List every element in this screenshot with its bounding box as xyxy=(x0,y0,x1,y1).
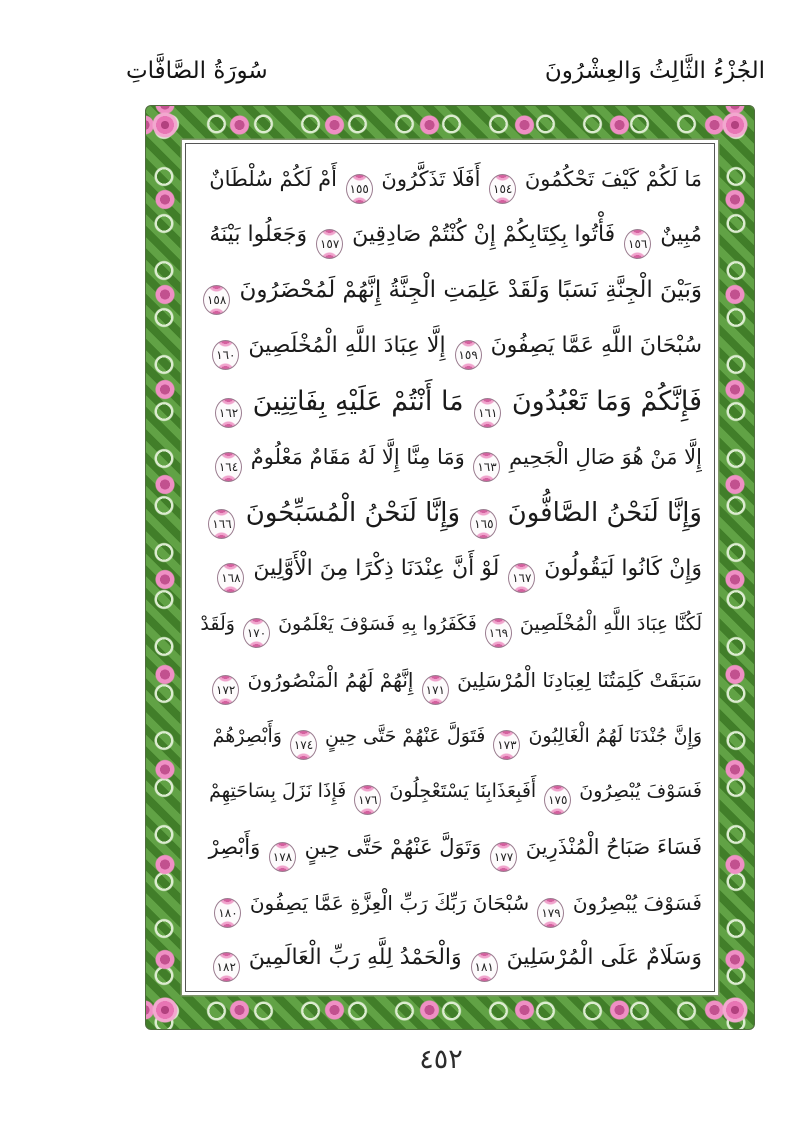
ayah-end-marker: ١٥٥ xyxy=(346,174,373,204)
verse-text: وَإِنَّا لَنَحْنُ الْمُسَبِّحُونَ xyxy=(245,498,461,529)
verse-text: إِنَّهُمْ لَهُمُ الْمَنْصُورُونَ xyxy=(247,668,414,693)
verse-text: لَوْ أَنَّ عِنْدَنَا ذِكْرًا مِنَ الْأَوَّلِينَ xyxy=(253,555,500,581)
ayah-end-marker: ١٥٩ xyxy=(455,340,482,370)
verse-line xyxy=(198,652,702,708)
verse-text: سَبَقَتْ كَلِمَتُنَا لِعِبَادِنَا الْمُرْسَلِينَ xyxy=(457,668,702,693)
verse-line xyxy=(198,262,702,318)
ayah-end-marker: ١٧٤ xyxy=(290,730,317,760)
ayah-end-marker: ١٥٧ xyxy=(316,229,343,259)
verse-line xyxy=(198,485,702,541)
page-number: ٤٥٢ xyxy=(419,1044,463,1075)
verse-line xyxy=(198,374,702,430)
verse-text: فَكَفَرُوا بِهِ فَسَوْفَ يَعْلَمُونَ xyxy=(278,613,477,636)
ayah-end-marker: ١٨٢ xyxy=(213,952,240,982)
verse-line xyxy=(198,819,702,875)
verse-line xyxy=(198,763,702,819)
verse-text: فَسَوْفَ يُبْصِرُونَ xyxy=(572,890,702,915)
verse-text: سُبْحَانَ اللَّهِ عَمَّا يَصِفُونَ xyxy=(490,333,702,359)
ayah-end-marker: ١٨١ xyxy=(471,952,498,982)
ayah-end-marker: ١٦٥ xyxy=(470,509,497,539)
ayah-end-marker: ١٧٨ xyxy=(269,842,296,872)
verse-text: وَأَبْصِرْهُمْ xyxy=(212,724,282,747)
verse-text: مُبِينٌ xyxy=(660,221,702,247)
verse-text: فَسَاءَ صَبَاحُ الْمُنْذَرِينَ xyxy=(525,835,702,860)
ayah-end-marker: ١٦٠ xyxy=(212,340,239,370)
ayah-end-marker: ١٦٩ xyxy=(485,618,512,648)
verse-text: فَإِنَّكُمْ وَمَا تَعْبُدُونَ xyxy=(511,385,702,417)
ayah-end-marker: ١٧٧ xyxy=(490,842,517,872)
verse-text: إِلَّا مَنْ هُوَ صَالِ الْجَحِيمِ xyxy=(509,445,702,470)
juz-title: الجُزْءُ الثَّالِثُ وَالعِشْرُونَ xyxy=(544,58,765,84)
ayah-end-marker: ١٦٦ xyxy=(208,509,235,539)
ayah-end-marker: ١٧٢ xyxy=(212,675,239,705)
verse-text: وَمَا مِنَّا إِلَّا لَهُ مَقَامٌ مَعْلُومٌ xyxy=(250,445,465,470)
verse-text: سُبْحَانَ رَبِّكَ رَبِّ الْعِزَّةِ عَمَّا يَصِفُونَ xyxy=(249,890,530,915)
verse-line xyxy=(198,930,702,986)
ayah-end-marker: ١٨٠ xyxy=(214,898,241,928)
verse-text: وَإِنْ كَانُوا لَيَقُولُونَ xyxy=(544,555,702,581)
verse-text: فَأْتُوا بِكِتَابِكُمْ إِنْ كُنْتُمْ صَادِقِينَ xyxy=(352,221,616,247)
verse-line xyxy=(198,708,702,764)
ayah-end-marker: ١٦١ xyxy=(474,398,501,428)
verse-text: وَجَعَلُوا بَيْنَهُ xyxy=(209,221,308,247)
verse-text: أَفَبِعَذَابِنَا يَسْتَعْجِلُونَ xyxy=(389,780,537,803)
surah-title: سُورَةُ الصَّافَّاتِ xyxy=(126,58,268,84)
verse-text: وَلَقَدْ xyxy=(200,613,235,636)
verse-text: وَسَلَامٌ عَلَى الْمُرْسَلِينَ xyxy=(506,945,702,971)
ayah-end-marker: ١٧٥ xyxy=(544,785,571,815)
ayah-end-marker: ١٥٤ xyxy=(489,174,516,204)
verse-text: أَمْ لَكُمْ سُلْطَانٌ xyxy=(209,167,338,191)
ayah-end-marker: ١٧١ xyxy=(422,675,449,705)
verse-line xyxy=(198,318,702,374)
ayah-end-marker: ١٦٧ xyxy=(508,563,535,593)
verse-text: أَفَلَا تَذَكَّرُونَ xyxy=(381,167,481,191)
ayah-end-marker: ١٦٨ xyxy=(217,563,244,593)
ayah-end-marker: ١٧٦ xyxy=(354,785,381,815)
ayah-end-marker: ١٧٠ xyxy=(243,618,270,648)
verse-text: مَا لَكُمْ كَيْفَ تَحْكُمُونَ xyxy=(524,167,702,191)
ayah-end-marker: ١٧٩ xyxy=(537,898,564,928)
verse-text: وَإِنَّا لَنَحْنُ الصَّافُّونَ xyxy=(507,498,702,529)
ayah-end-marker: ١٦٤ xyxy=(215,452,242,482)
verse-text: وَالْحَمْدُ لِلَّهِ رَبِّ الْعَالَمِينَ xyxy=(248,945,462,971)
verse-text: إِلَّا عِبَادَ اللَّهِ الْمُخْلَصِينَ xyxy=(248,333,446,359)
ayah-end-marker: ١٧٣ xyxy=(493,730,520,760)
verse-text: وَإِنَّ جُنْدَنَا لَهُمُ الْغَالِبُونَ xyxy=(528,724,702,747)
verse-lines-panel xyxy=(185,143,715,992)
verse-text: مَا أَنْتُمْ عَلَيْهِ بِفَاتِنِينَ xyxy=(252,385,464,417)
verse-text: فَسَوْفَ يُبْصِرُونَ xyxy=(579,780,702,803)
ayah-end-marker: ١٦٢ xyxy=(215,398,242,428)
verse-text: لَكُنَّا عِبَادَ اللَّهِ الْمُخْلَصِينَ xyxy=(519,613,702,636)
verse-line xyxy=(198,875,702,931)
decorative-floral-frame xyxy=(145,105,755,1030)
ayah-end-marker: ١٥٦ xyxy=(624,229,651,259)
verse-line xyxy=(198,596,702,652)
verse-text: وَتَوَلَّ عَنْهُمْ حَتَّى حِينٍ xyxy=(304,835,482,860)
verse-line xyxy=(198,541,702,597)
verse-line xyxy=(198,207,702,263)
verse-text: وَأَبْصِرْ xyxy=(208,835,261,860)
ayah-end-marker: ١٥٨ xyxy=(203,285,230,315)
verse-text: فَتَوَلَّ عَنْهُمْ حَتَّى حِينٍ xyxy=(325,724,486,747)
verse-text: فَإِذَا نَزَلَ بِسَاحَتِهِمْ xyxy=(209,780,347,803)
ayah-end-marker: ١٦٣ xyxy=(473,452,500,482)
verse-line xyxy=(198,151,702,207)
verse-line xyxy=(198,429,702,485)
verse-text: وَبَيْنَ الْجِنَّةِ نَسَبًا وَلَقَدْ عَلِمَتِ الْجِنَّةُ إِنَّهُمْ لَمُحْضَرُونَ xyxy=(239,277,702,304)
